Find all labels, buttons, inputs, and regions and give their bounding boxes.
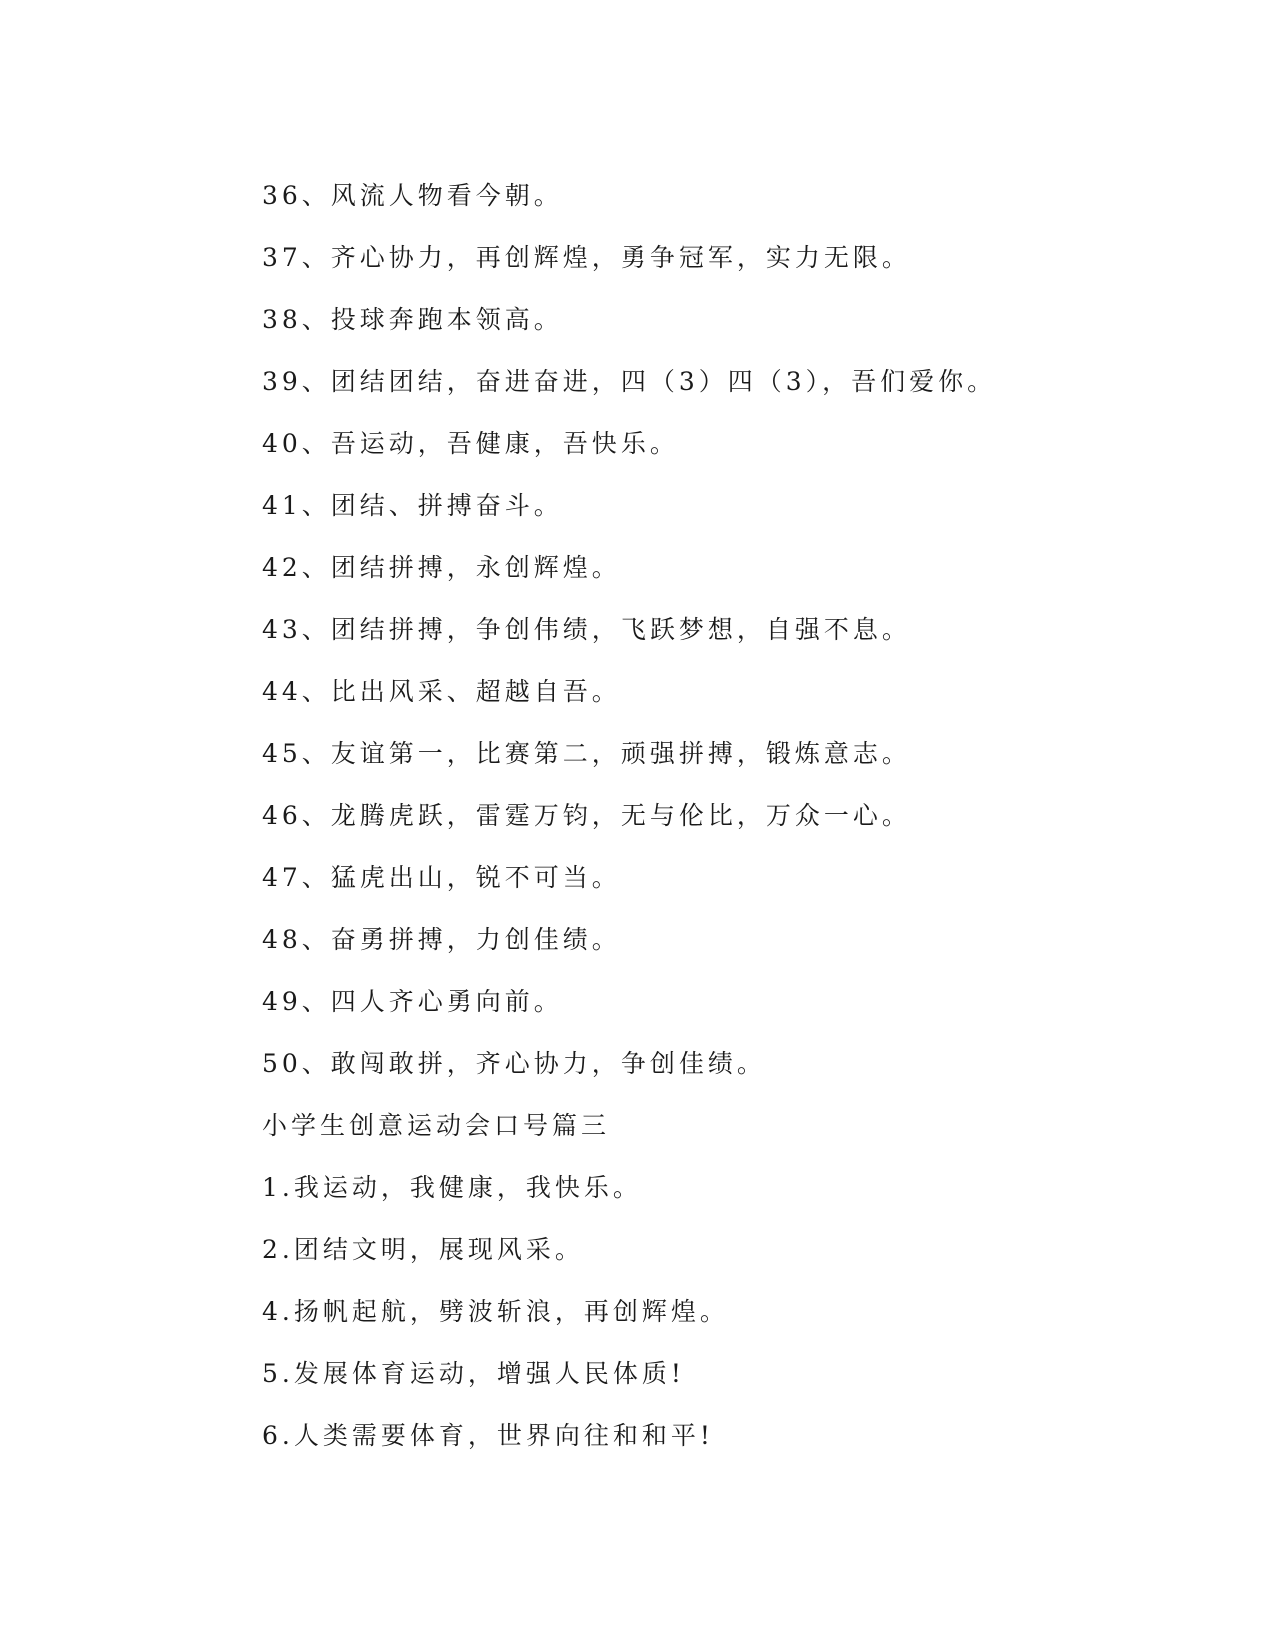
slogan-line: 50、敢闯敢拼，齐心协力，争创佳绩。 <box>262 1049 766 1078</box>
slogan-line: 36、风流人物看今朝。 <box>262 181 563 210</box>
slogan-line: 48、奋勇拼搏，力创佳绩。 <box>262 925 621 954</box>
slogan-line: 40、吾运动，吾健康，吾快乐。 <box>262 429 679 458</box>
slogan-line: 39、团结团结，奋进奋进，四（3）四（3），吾们爱你。 <box>262 367 997 396</box>
slogan-line: 4.扬帆起航，劈波斩浪，再创辉煌。 <box>262 1297 729 1326</box>
slogan-line: 2.团结文明，展现风采。 <box>262 1235 584 1264</box>
slogan-line: 38、投球奔跑本领高。 <box>262 305 563 334</box>
slogan-line: 46、龙腾虎跃，雷霆万钧，无与伦比，万众一心。 <box>262 801 911 830</box>
slogan-line: 49、四人齐心勇向前。 <box>262 987 563 1016</box>
slogan-line: 1.我运动，我健康，我快乐。 <box>262 1173 642 1202</box>
slogan-line: 47、猛虎出山，锐不可当。 <box>262 863 621 892</box>
slogan-line: 44、比出风采、超越自吾。 <box>262 677 621 706</box>
slogan-line: 5.发展体育运动，增强人民体质! <box>262 1359 685 1388</box>
section-heading: 小学生创意运动会口号篇三 <box>262 1111 611 1140</box>
slogan-line: 37、齐心协力，再创辉煌，勇争冠军，实力无限。 <box>262 243 911 272</box>
slogan-line: 45、友谊第一，比赛第二，顽强拼搏，锻炼意志。 <box>262 739 911 768</box>
slogan-line: 6.人类需要体育，世界向往和和平! <box>262 1421 714 1450</box>
slogan-line: 41、团结、拼搏奋斗。 <box>262 491 563 520</box>
slogan-line: 43、团结拼搏，争创伟绩，飞跃梦想，自强不息。 <box>262 615 911 644</box>
slogan-line: 42、团结拼搏，永创辉煌。 <box>262 553 621 582</box>
text-lines <box>262 165 1202 1467</box>
